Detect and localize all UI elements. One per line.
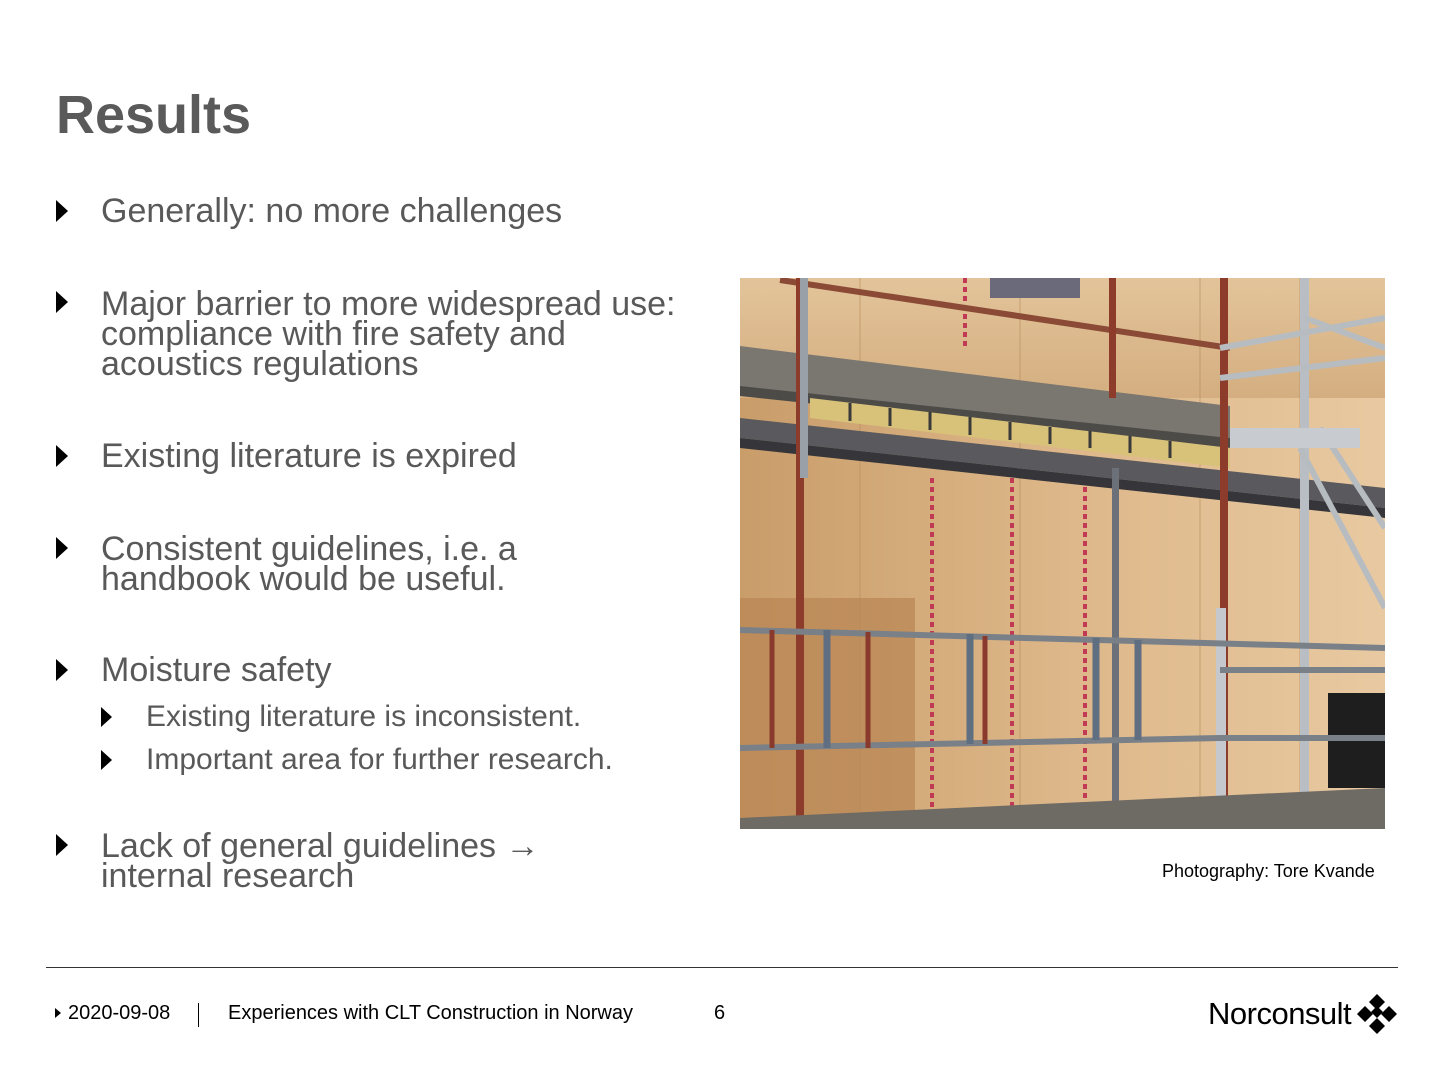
construction-photo [740,278,1385,829]
footer-presentation-title: Experiences with CLT Construction in Norway [228,1002,633,1024]
bullet-text: Major barrier to more widespread use: compliance with fire safety and acoustics regulations [101,285,676,383]
photo-caption: Photography: Tore Kvande [1162,861,1375,881]
bullet-triangle-icon [56,291,68,313]
sub-bullet-text: Existing literature is inconsistent. [146,700,582,733]
bullet-text: Moisture safety [101,651,332,689]
bullet-triangle-icon [56,537,68,559]
footer-separator [198,1003,199,1027]
bullet-triangle-icon [56,200,68,222]
bullet-triangle-icon [56,659,68,681]
slide-title: Results [56,85,252,145]
norconsult-logo-icon [1355,992,1399,1041]
bullet-triangle-icon [101,750,112,770]
bullet-triangle-icon [101,707,112,727]
bullet-text: Existing literature is expired [101,437,517,475]
bullet-triangle-icon [56,834,68,856]
footer-page-number: 6 [714,1002,726,1024]
bullet-triangle-icon [56,445,68,467]
bullet-text: Lack of general guidelines → internal research [101,827,540,895]
footer-triangle-icon [55,1008,61,1018]
bullet-text: Consistent guidelines, i.e. a handbook would be useful. [101,530,517,598]
sub-bullet-text: Important area for further research. [146,743,613,776]
footer-date: 2020-09-08 [68,1002,171,1024]
footer-divider [46,967,1398,968]
logo-wordmark: Norconsult [1208,996,1352,1031]
bullet-text: Generally: no more challenges [101,192,563,230]
